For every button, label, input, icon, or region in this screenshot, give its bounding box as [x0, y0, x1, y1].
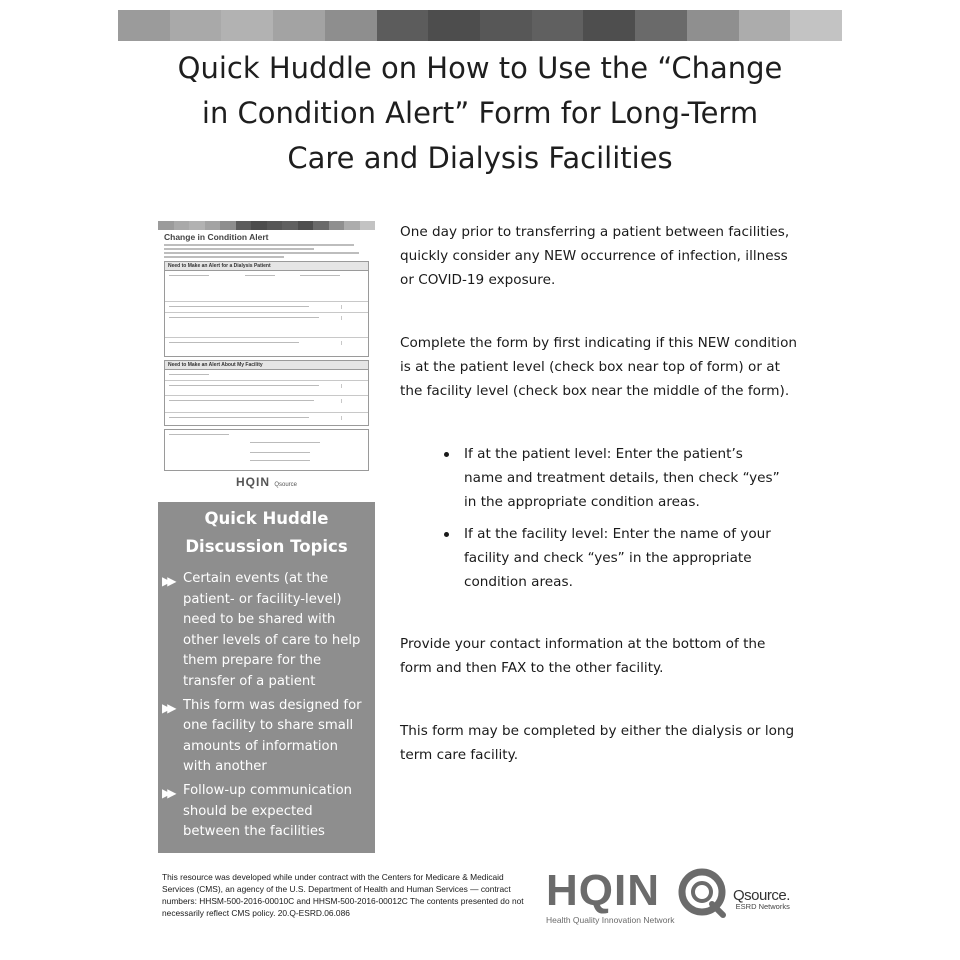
title-line-3: Care and Dialysis Facilities [287, 141, 673, 175]
bar-segment [377, 10, 429, 41]
thumbnail-section-header-2: Need to Make an Alert About My Facility [165, 361, 368, 370]
bar-segment [282, 221, 298, 230]
bar-segment [532, 10, 584, 41]
bar-segment [635, 10, 687, 41]
discussion-item: ▶▶ Follow-up communication should be expected between the facilities [162, 782, 353, 840]
bar-segment [344, 221, 360, 230]
bar-segment [428, 10, 480, 41]
bar-segment [221, 10, 273, 41]
list-item: If at the patient level: Enter the patient’s name and treatment details, then check “yes” in the appropriate condition areas. [444, 442, 784, 515]
level-list [444, 442, 784, 601]
bar-segment [236, 221, 252, 230]
bar-segment [170, 10, 222, 41]
bar-segment [325, 10, 377, 41]
discussion-item: ▶▶ Certain events (at the patient- or facility-level) need to be shared with other levels of care to help them prepare for the transfer of a patient [162, 571, 361, 689]
double-arrow-icon: ▶▶ [162, 574, 173, 588]
bar-segment [480, 10, 532, 41]
paragraph-prior-transfer: One day prior to transferring a patient between facilities, quickly consider any NEW occurrence of infection, illness or COVID-19 exposure. [400, 224, 790, 289]
bullet-icon [444, 532, 449, 537]
bar-segment [298, 221, 314, 230]
discussion-topics-panel [158, 502, 375, 853]
thumbnail-logo: HQIN Qsource [235, 474, 298, 489]
bar-segment [313, 221, 329, 230]
bar-segment [687, 10, 739, 41]
qsource-name: Qsource. [733, 887, 790, 904]
thumbnail-title: Change in Condition Alert [164, 232, 269, 242]
title-line-2: in Condition Alert” Form for Long-Term [201, 96, 759, 130]
bar-segment [583, 10, 635, 41]
list-item: If at the facility level: Enter the name of your facility and check “yes” in the appropriate condition areas. [444, 522, 784, 595]
panel-title: Quick Huddle Discussion Topics [185, 509, 348, 556]
discussion-list [158, 569, 375, 843]
bar-segment [360, 221, 376, 230]
bar-segment [189, 221, 205, 230]
bar-segment [267, 221, 283, 230]
bar-segment [174, 221, 190, 230]
qsource-q-icon [676, 866, 728, 918]
bar-segment [220, 221, 236, 230]
hqin-logo [546, 867, 676, 923]
form-thumbnail [158, 221, 375, 499]
bar-segment [273, 10, 325, 41]
header-gradient-bar [118, 10, 842, 41]
thumbnail-facility-section [164, 360, 369, 426]
title-line-1: Quick Huddle on How to Use the “Change [177, 51, 783, 85]
discussion-item: ▶▶ This form was designed for one facility to share small amounts of information with another [162, 697, 362, 775]
bar-segment [118, 10, 170, 41]
page-title [118, 46, 842, 181]
paragraph-contact-info: Provide your contact information at the bottom of the form and then FAX to the other facility. [400, 636, 766, 677]
paragraph-complete-form: Complete the form by first indicating if this NEW condition is at the patient level (check box near top of form) or at the facility level (check box near the middle of the form). [400, 335, 798, 400]
thumbnail-section-header: Need to Make an Alert for a Dialysis Patient [165, 262, 368, 271]
cms-disclaimer: This resource was developed while under contract with the Centers for Medicare & Medicaid Services (CMS), an agency of the U.S. Department of Health and Human Services — contract numbers: HHSM-500-2016-00010C and HHSM-500-2016-00012C The contents presented do not necessarily reflect CMS policy. 20.Q-ESRD.06.086 [162, 872, 524, 918]
hqin-logo-subtitle: Health Quality Innovation Network [546, 915, 675, 925]
qsource-logo [733, 887, 790, 911]
hqin-logo-letters: HQIN [546, 866, 660, 915]
bar-segment [329, 221, 345, 230]
bullet-icon [444, 452, 449, 457]
bar-segment [790, 10, 842, 41]
thumbnail-header-bar [158, 221, 375, 230]
double-arrow-icon: ▶▶ [162, 700, 173, 715]
thumbnail-patient-section [164, 261, 369, 357]
paragraph-completed-by: This form may be completed by either the dialysis or long term care facility. [400, 723, 795, 764]
thumbnail-contact-section [164, 429, 369, 471]
qsource-subtitle: ESRD Networks [735, 902, 790, 911]
bar-segment [205, 221, 221, 230]
double-arrow-icon: ▶▶ [162, 785, 173, 800]
bar-segment [739, 10, 791, 41]
bar-segment [251, 221, 267, 230]
bar-segment [158, 221, 174, 230]
